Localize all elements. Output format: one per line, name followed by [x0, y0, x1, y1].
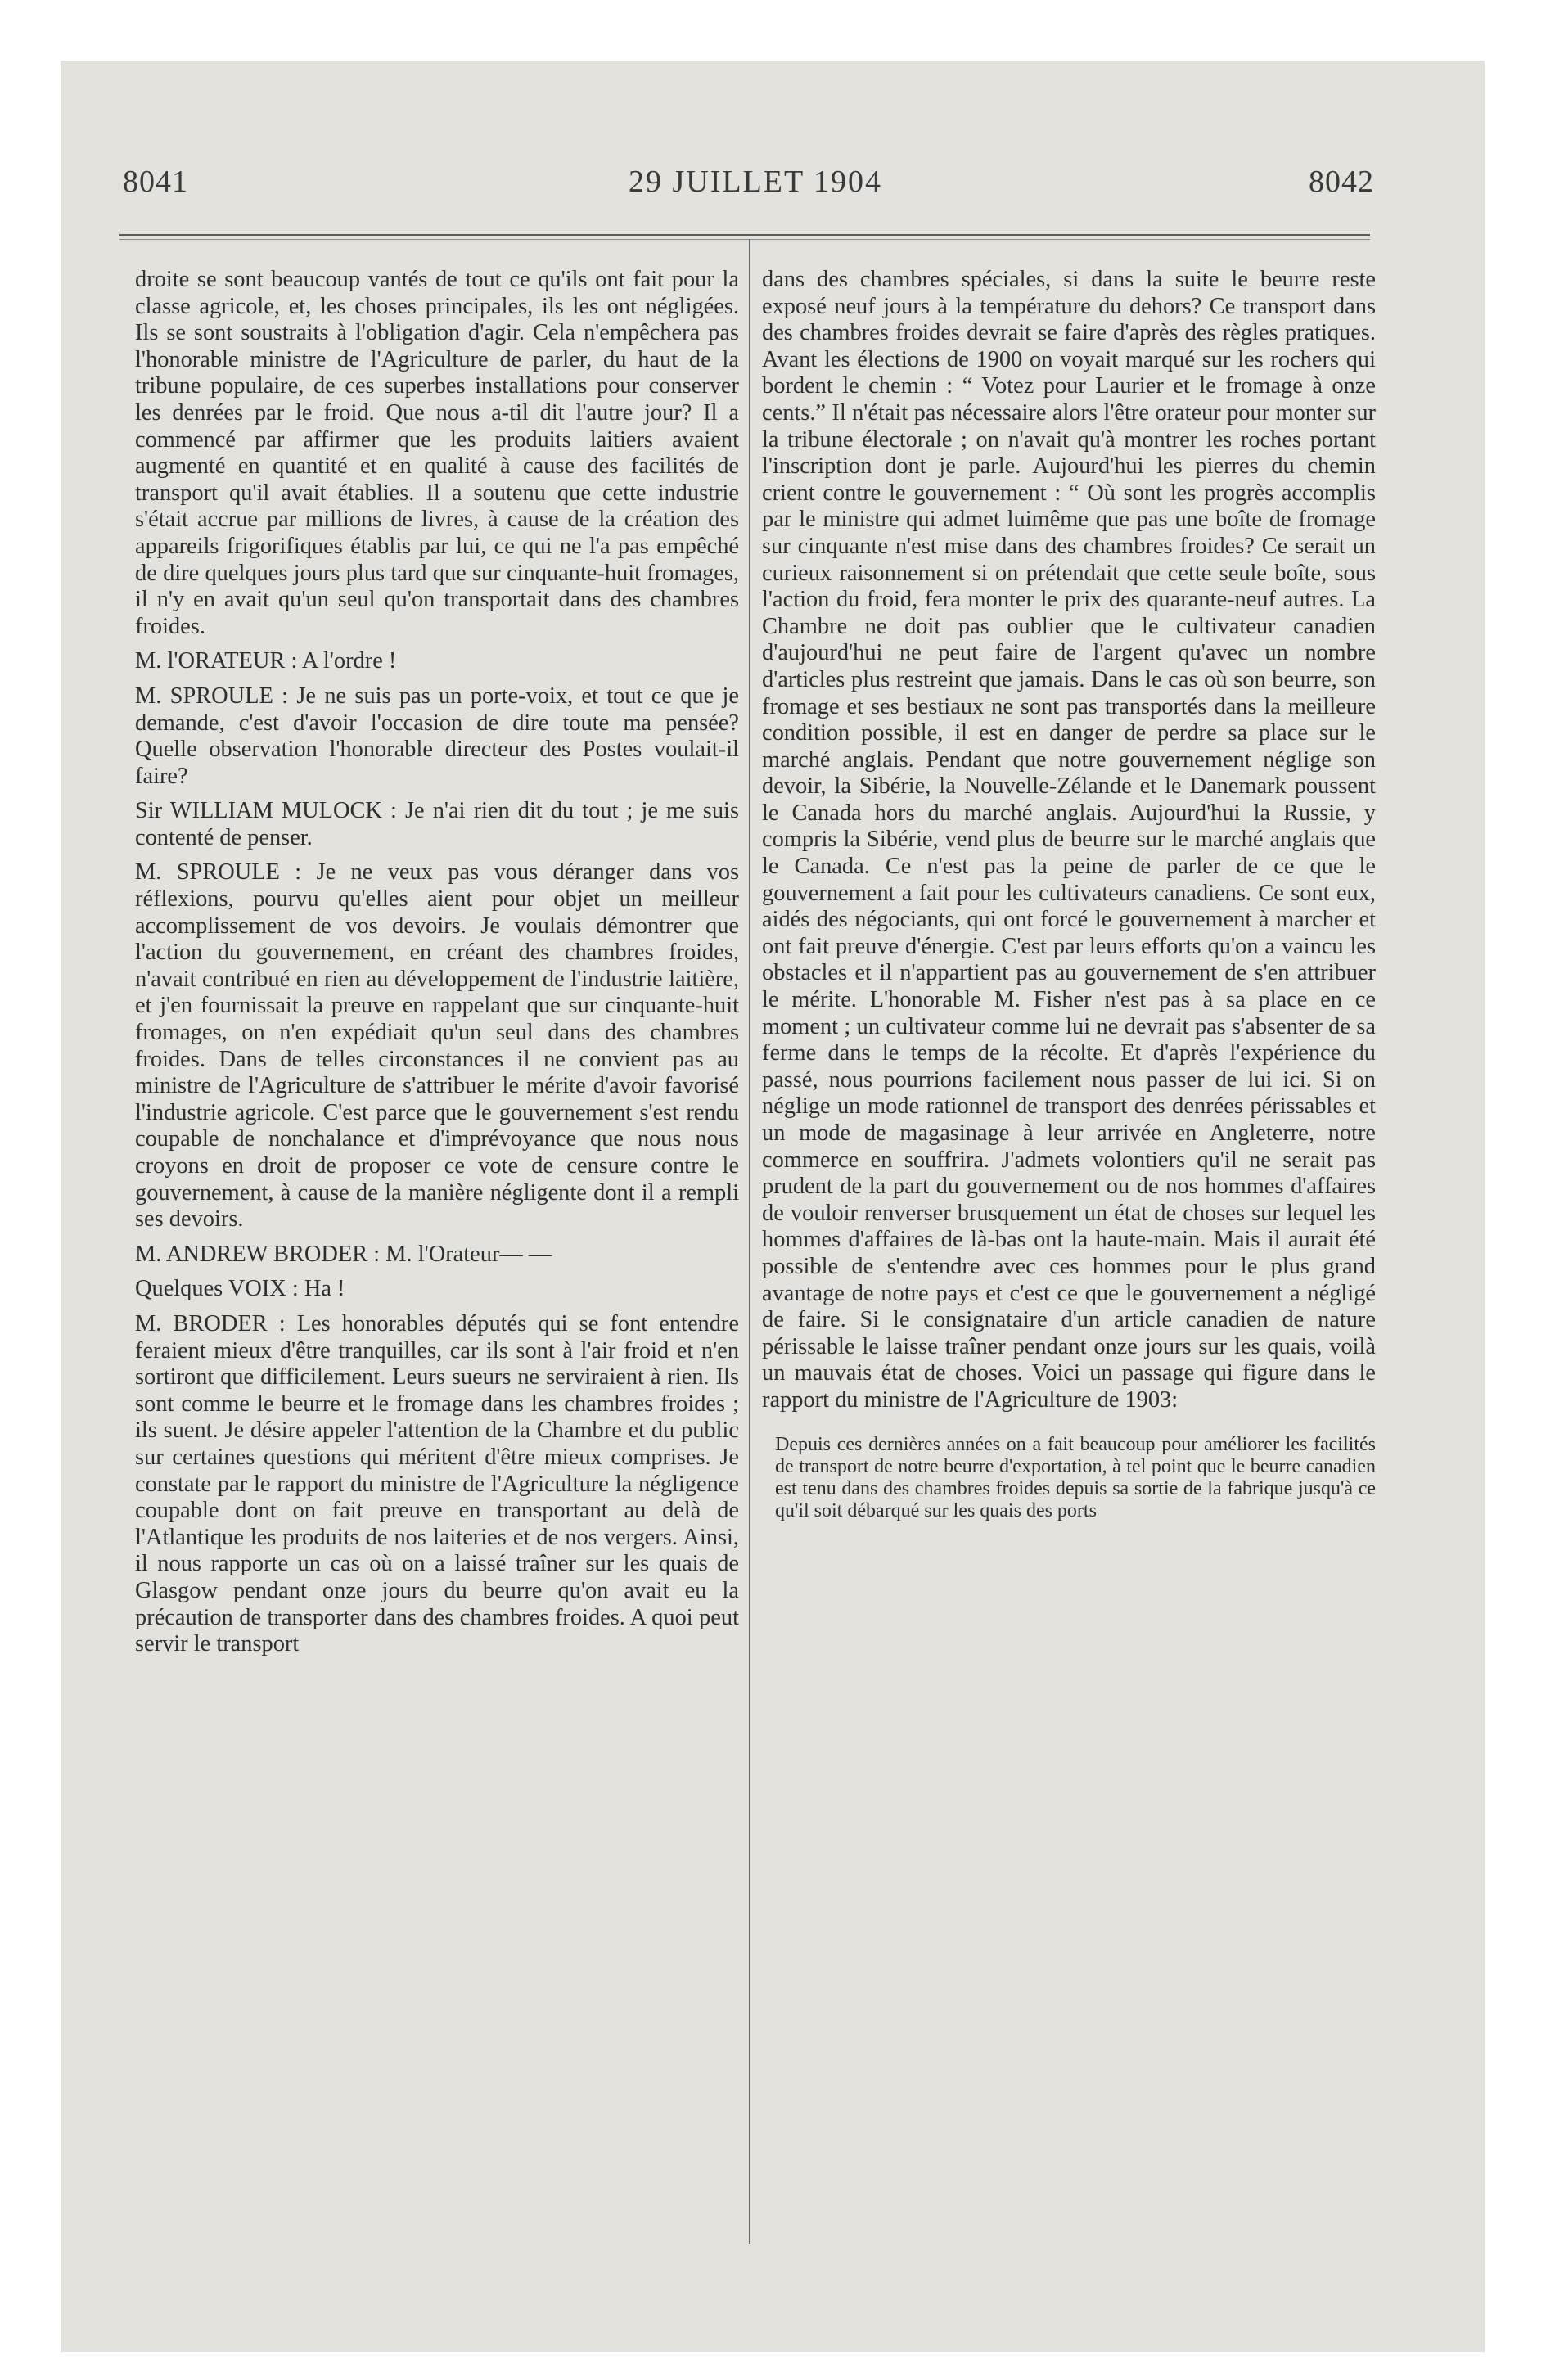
left-column [135, 267, 739, 1658]
page-number-left: 8041 [123, 165, 188, 199]
paragraph: Quelques VOIX : Ha ! [135, 1276, 345, 1302]
page-number-right: 8042 [1309, 165, 1374, 199]
paragraph: M. ANDREW BRODER : M. l'Orateur— — [135, 1241, 552, 1267]
header-rule-bottom [119, 239, 1370, 240]
paragraph: M. SPROULE : Je ne veux pas vous déranger dans vos réflexions, pourvu qu'elles aient pour objet un meilleur accomplissement de vos devoirs. Je voulais démontrer que l'action du gouvernement, en créant des chambres froides, n'avait contribué en rien au développement de l'industrie laitière, et j'en fournissait la preuve en rappelant que sur cinquante-huit fromages, on n'en expédiait qu'un seul dans des chambres froides. Dans de telles circonstances il ne convient pas au ministre de l'Agriculture de s'attribuer le mérite d'avoir favorisé l'industrie agricole. C'est parce que le gouvernement s'est rendu coupable de nonchalance et d'imprévoyance que nous nous croyons en droit de proposer ce vote de censure contre le gouvernement, à cause de la manière négligente dont il a rempli ses devoirs. [135, 859, 739, 1233]
column-divider [749, 239, 750, 2244]
paragraph: M. SPROULE : Je ne suis pas un porte-voix, et tout ce que je demande, c'est d'avoir l'occasion de dire toute ma pensée? Quelle observation l'honorable directeur des Postes voulait-il faire? [135, 683, 739, 789]
paragraph: droite se sont beaucoup vantés de tout ce qu'ils ont fait pour la classe agricole, et, les choses principales, ils les ont négligées. Ils se sont soustraits à l'obligation d'agir. Cela n'empêchera pas l'honorable ministre de l'Agriculture de parler, du haut de la tribune populaire, de ces superbes installations pour conserver les denrées par le froid. Que nous a-til dit l'autre jour? Il a commencé par affirmer que les produits laitiers avaient augmenté en quantité et en qualité à cause des facilités de transport qu'il avait établies. Il a soutenu que cette industrie s'était accrue par millions de livres, à cause de la création des appareils frigorifiques établis par lui, ce qui ne l'a pas empêché de dire quelques jours plus tard que sur cinquante-huit fromages, il n'y en avait qu'un seul qu'on transportait dans des chambres froides. [135, 267, 739, 639]
header-rule-top [119, 234, 1370, 236]
paragraph: M. l'ORATEUR : A l'ordre ! [135, 648, 397, 674]
paragraph: M. BRODER : Les honorables députés qui se font entendre feraient mieux d'être tranquilles, car ils sont à l'air froid et n'en sortiront que difficilement. Leurs sueurs ne serviraient à rien. Ils sont comme le beurre et le fromage dans les chambres froides ; ils suent. Je désire appeler l'attention de la Chambre et du public sur certaines questions qui méritent d'être mieux comprises. Je constate par le rapport du ministre de l'Agriculture la négligence coupable dont on fait preuve en transportant au delà de l'Atlantique les produits de nos laiteries et de nos vergers. Ainsi, il nous rapporte un cas où on a laissé traîner sur les quais de Glasgow pendant onze jours du beurre qu'on avait eu la précaution de transporter dans des chambres froides. A quoi peut servir le transport [135, 1310, 739, 1657]
paragraph: dans des chambres spéciales, si dans la suite le beurre reste exposé neuf jours à la température du dehors? Ce transport dans des chambres froides devrait se faire d'après des règles pratiques. Avant les élections de 1900 on voyait marqué sur les rochers qui bordent le chemin : “ Votez pour Laurier et le fromage à onze cents.” Il n'était pas nécessaire alors l'être orateur pour monter sur la tribune électorale ; on n'avait qu'à montrer les roches portant l'inscription dont je parle. Aujourd'hui les pierres du chemin crient contre le gouvernement : “ Où sont les progrès accomplis par le ministre qui admet luimême que pas une boîte de fromage sur cinquante n'est mise dans des chambres froides? Ce serait un curieux raisonnement si on prétendait que cette seule boîte, sous l'action du froid, fera monter le prix des quarante-neuf autres. La Chambre ne doit pas oublier que le cultivateur canadien d'aujourd'hui ne peut faire de l'argent qu'avec un nombre d'articles plus restreint que jamais. Dans le cas où son beurre, son fromage et ses bestiaux ne sont pas transportés dans la meilleure condition possible, il est en danger de perdre sa place sur le marché anglais. Pendant que notre gouvernement néglige son devoir, la Sibérie, la Nouvelle-Zélande et le Danemark poussent le Canada hors du marché anglais. Aujourd'hui la Russie, y compris la Sibérie, vend plus de beurre sur le marché anglais que le Canada. Ce n'est pas la peine de parler de ce que le gouvernement a fait pour les cultivateurs canadiens. Ce sont eux, aidés des négociants, qui ont forcé le gouvernement à marcher et ont fait preuve d'énergie. C'est par leurs efforts qu'on a vaincu les obstacles et il n'appartient pas au gouvernement de s'en attribuer le mérite. L'honorable M. Fisher n'est pas à sa place en ce moment ; un cultivateur comme lui ne devrait pas s'absenter de sa ferme dans le temps de la récolte. Et d'après l'expérience du passé, nous pourrions facilement nous passer de lui ici. Si on néglige un mode rationnel de transport des denrées périssables et un mode de magasinage à leur arrivée en Angleterre, notre commerce en souffrira. J'admets volontiers qu'il ne serait pas prudent de la part du gouvernement ou de nos hommes d'affaires de vouloir renverser brusquement un état de choses sur lequel les hommes d'affaires de là-bas ont la haute-main. Mais il aurait été possible de s'entendre avec ces hommes pour le plus grand avantage de notre pays et c'est ce que le gouvernement a négligé de faire. Si le consignataire d'un article canadien de nature périssable le laisse traîner pendant onze jours sur les quais, voilà un mauvais état de choses. Voici un passage qui figure dans le rapport du ministre de l'Agriculture de 1903: [762, 267, 1376, 1413]
block-quote: Depuis ces dernières années on a fait beaucoup pour améliorer les facilités de transport de notre beurre d'exportation, à tel point que le beurre canadien est tenu dans des chambres froides depuis sa sortie de la fabrique jusqu'à ce qu'il soit débarqué sur les quais des ports [775, 1433, 1376, 1521]
page-date: 29 JUILLET 1904 [629, 165, 883, 199]
paragraph: Sir WILLIAM MULOCK : Je n'ai rien dit du tout ; je me suis contenté de penser. [135, 798, 739, 850]
right-column [762, 267, 1376, 1522]
